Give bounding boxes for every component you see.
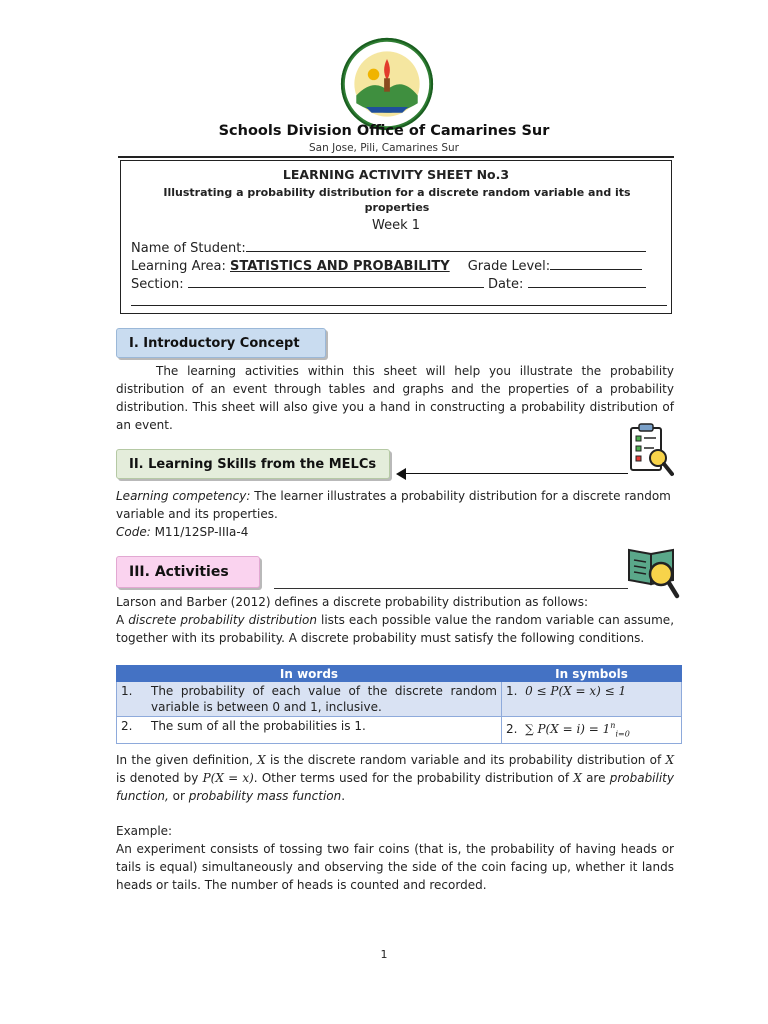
header-divider [118, 156, 674, 158]
checklist-magnifier-icon [628, 422, 674, 478]
definition-paragraph [116, 611, 674, 647]
header-in-symbols: In symbols [502, 666, 682, 682]
row1-snum: 1. [506, 684, 518, 698]
row1-words [117, 682, 502, 717]
t6: or [168, 789, 189, 803]
table-header-row [117, 666, 682, 682]
grade-level-field[interactable] [550, 257, 642, 270]
arrow-line [405, 473, 628, 474]
section-heading-introductory-concept: I. Introductory Concept [116, 328, 326, 358]
row1-symbols [502, 682, 682, 717]
row2-num: 2. [121, 719, 133, 733]
conditions-table [116, 665, 682, 744]
t1: In the given definition, [116, 753, 258, 767]
date-field[interactable] [528, 275, 646, 288]
learning-competency [116, 487, 674, 523]
t2: is the discrete random variable and its probability distribution of [265, 753, 666, 767]
t7: . [341, 789, 346, 803]
larson-intro: Larson and Barber (2012) defines a discrete probability distribution as follows: [116, 595, 589, 609]
table-row [117, 717, 682, 744]
division-seal-logo [339, 36, 435, 132]
var-x3: X [573, 771, 582, 785]
competency-code [116, 523, 674, 541]
learning-area-row [131, 257, 642, 274]
sheet-title: LEARNING ACTIVITY SHEET No.3 [282, 167, 510, 182]
header-in-words: In words [117, 666, 502, 682]
office-address: San Jose, Pili, Camarines Sur [309, 142, 459, 154]
row2-words [117, 717, 502, 744]
row1-formula: 0 ≤ P(X = x) ≤ 1 [525, 684, 627, 698]
def-rest: lists each possible value the random variable can assume, together with its probability. A discrete probability must satisfy the following conditions. [116, 613, 675, 645]
sheet-subtitle: Illustrating a probability distribution for a discrete random variable and its properties [163, 186, 631, 214]
learning-area-label: Learning Area: [131, 259, 230, 274]
section-heading-activities: III. Activities [116, 556, 260, 588]
def-term: discrete probability distribution [128, 613, 318, 627]
t3: is denoted by [116, 771, 203, 785]
row2-words-text: The sum of all the probabilities is 1. [151, 719, 366, 733]
row2-sup: n [610, 721, 616, 730]
learning-area-value: STATISTICS AND PROBABILITY [230, 259, 450, 274]
intro-paragraph: The learning activities within this sheet will help you illustrate the probability distribution of an event through tables and graphs and the properties of a probability distribution. This sheet will also give you a hand in constructing a probability distribution of an event. [116, 364, 674, 432]
competency-text: The learner illustrates a probability distribution for a discrete random variable and its properties. [116, 489, 671, 521]
row2-formula-text: ∑ P(X = i) = 1 [525, 722, 611, 736]
section-heading-learning-skills: II. Learning Skills from the MELCs [116, 449, 390, 479]
var-x1: X [257, 753, 266, 767]
t4: . Other terms used for the probability distribution of [253, 771, 574, 785]
section-row [131, 275, 646, 292]
term-probability-mass-function: probability mass function [188, 789, 342, 803]
code-value: M11/12SP-IIIa-4 [150, 525, 249, 539]
sheet-info-box [120, 160, 672, 314]
book-magnifier-icon [626, 542, 680, 600]
student-name-row [131, 239, 646, 256]
extra-blank-line [131, 305, 667, 306]
section-field[interactable] [188, 275, 484, 288]
row2-sub: i=0 [615, 729, 630, 739]
student-name-field[interactable] [246, 239, 646, 252]
row2-symbols [502, 717, 682, 744]
var-x2: X [665, 753, 674, 767]
def-a: A [116, 613, 129, 627]
sheet-week: Week 1 [371, 218, 421, 233]
code-label: Code: [116, 525, 151, 539]
grade-level-label: Grade Level: [467, 259, 551, 274]
page-number: 1 [380, 948, 388, 961]
date-label: Date: [483, 277, 528, 292]
competency-label: Learning competency: [116, 489, 251, 503]
var-px: P(X = x) [202, 771, 254, 785]
arrow-head [396, 468, 406, 480]
table-row [117, 682, 682, 717]
notation-paragraph [116, 751, 674, 805]
t5: are [581, 771, 610, 785]
example-label: Example: [116, 824, 173, 838]
student-name-label: Name of Student: [131, 241, 246, 256]
row2-formula [525, 721, 630, 739]
row2-snum: 2. [506, 722, 518, 736]
row1-num: 1. [121, 684, 133, 698]
office-name: Schools Division Office of Camarines Sur [218, 123, 550, 139]
example-text: An experiment consists of tossing two fair coins (that is, the probability of having heads or tails is equal) simultaneously and observing the side of the coin facing up, whether it lands heads or tails. The number of heads is counted and recorded. [116, 842, 674, 892]
section-label: Section: [131, 277, 188, 292]
row1-words-text: The probability of each value of the discrete random variable is between 0 and 1, inclusive. [151, 684, 497, 714]
term-probability-function: probability function, [116, 771, 674, 803]
activities-divider [274, 588, 628, 589]
